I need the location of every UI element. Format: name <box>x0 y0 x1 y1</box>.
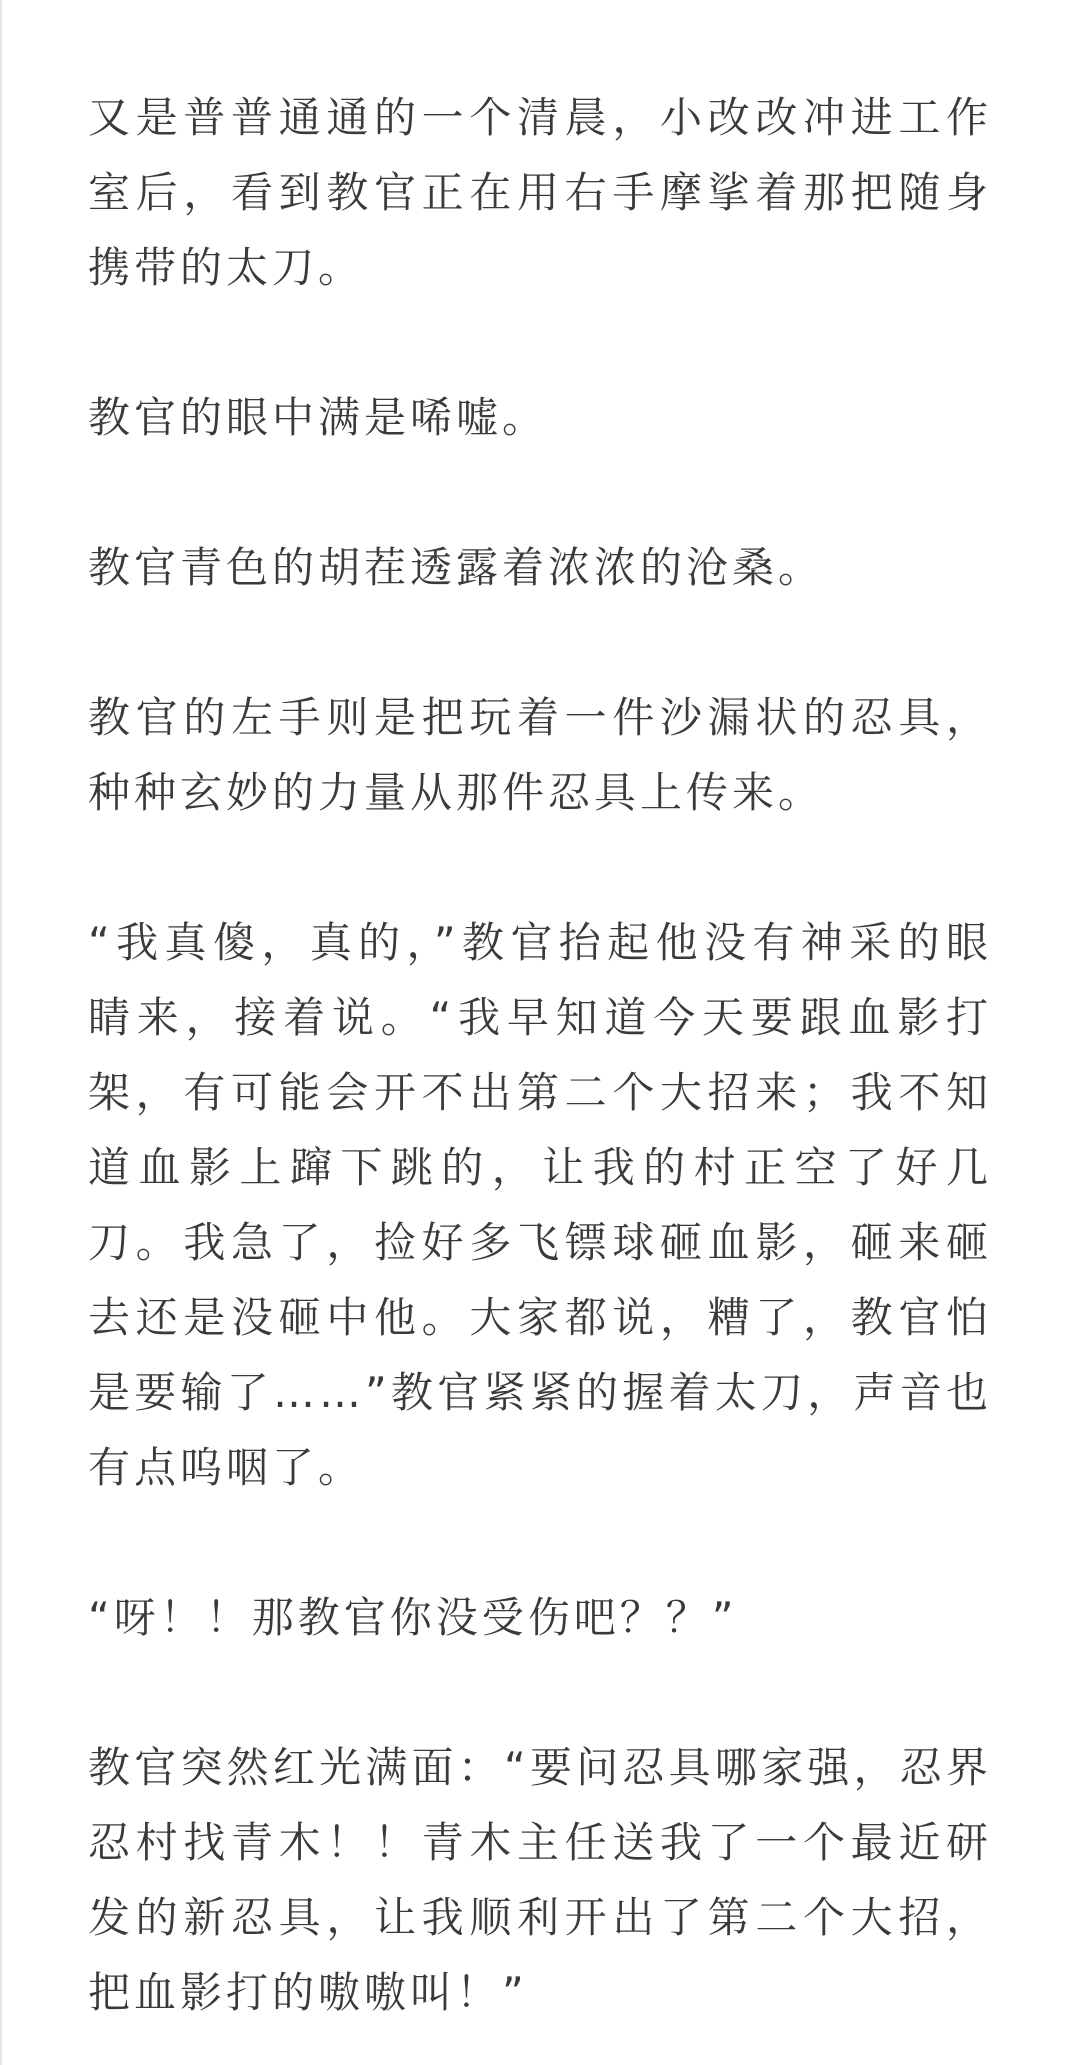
paragraph-instructor-story: “我真傻，真的，”教官抬起他没有神采的眼睛来，接着说。“我早知道今天要跟血影打架，有可能会开不出第二个大招来；我不知道血影上蹿下跳的，让我的村正空了好几刀。我急了，捡好多飞镖球砸血影，砸来砸去还是没砸中他。大家都说，糟了，教官怕是要输了……”教官紧紧的握着太刀，声音也有点呜咽了。 <box>88 918 992 1492</box>
paragraph-morning: 又是普普通通的一个清晨，小改改冲进工作室后，看到教官正在用右手摩挲着那把随身携带的太刀。 <box>88 93 992 292</box>
page-left-border <box>0 0 2 2065</box>
article-body <box>88 80 992 2030</box>
paragraph-hourglass-tool: 教官的左手则是把玩着一件沙漏状的忍具，种种玄妙的力量从那件忍具上传来。 <box>88 693 992 817</box>
paragraph-stubble: 教官青色的胡茬透露着浓浓的沧桑。 <box>88 543 825 592</box>
paragraph-new-tool: 教官突然红光满面：“要问忍具哪家强，忍界忍村找青木！！青木主任送我了一个最近研发的新忍具，让我顺利开出了第二个大招，把血影打的嗷嗷叫！” <box>88 1743 992 2017</box>
paragraph-question: “呀！！那教官你没受伤吧？？” <box>88 1593 738 1642</box>
paragraph-eyes: 教官的眼中满是唏嘘。 <box>88 393 549 442</box>
